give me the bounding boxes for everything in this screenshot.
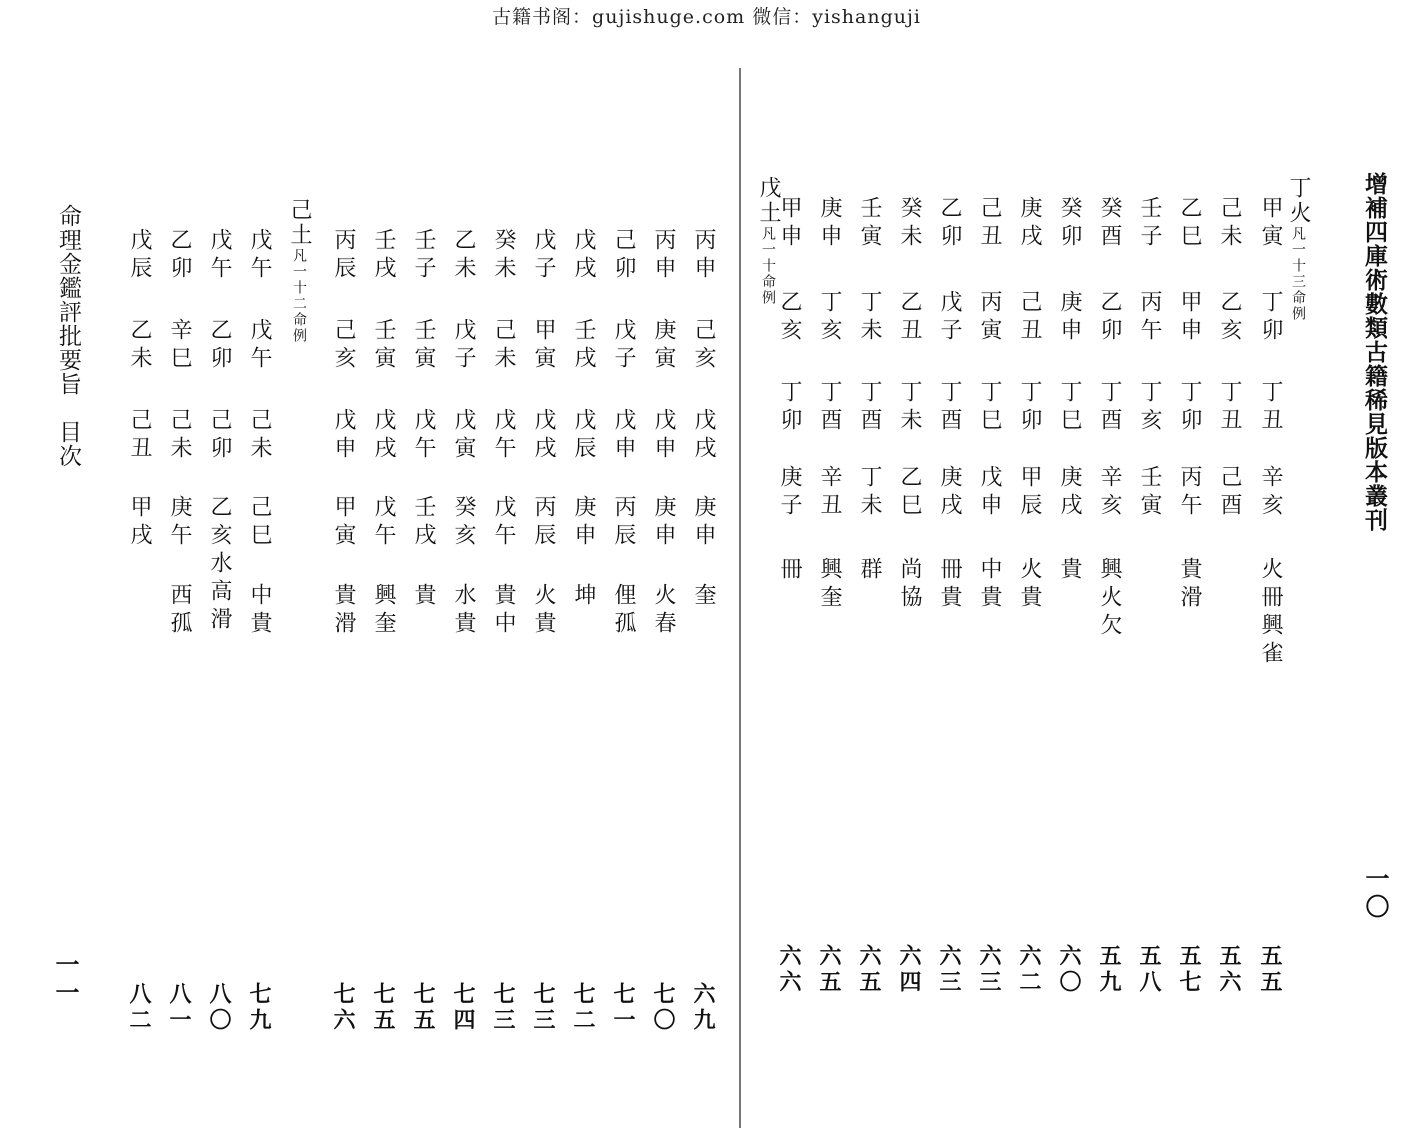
- remark: 尚協: [897, 557, 922, 613]
- day-pillar: 己未: [167, 408, 192, 464]
- month-pillar: 丁卯: [1258, 290, 1283, 346]
- page-reference: 七六: [330, 982, 356, 1034]
- day-pillar: 戊午: [491, 408, 516, 464]
- month-pillar: 甲申: [1177, 290, 1202, 346]
- day-pillar: 丁丑: [1258, 380, 1283, 436]
- page-reference: 六五: [816, 944, 842, 996]
- remark: 西孤: [167, 583, 192, 639]
- month-pillar: 丙寅: [977, 290, 1002, 346]
- running-header: 增補四庫術數類古籍稀見版本叢刊: [1361, 172, 1388, 532]
- section-count: 凡一十命例: [760, 226, 776, 306]
- month-pillar: 己未: [491, 318, 516, 374]
- remark: 俚孤: [611, 583, 636, 639]
- remark: 貴: [411, 583, 436, 611]
- page-reference: 七五: [370, 982, 396, 1034]
- year-pillar: 壬寅: [857, 196, 882, 252]
- month-pillar: 戊子: [451, 318, 476, 374]
- day-pillar: 丁巳: [1057, 380, 1082, 436]
- day-pillar: 戊申: [611, 408, 636, 464]
- day-pillar: 丁酉: [937, 380, 962, 436]
- page-reference: 八一: [166, 982, 192, 1034]
- remark: 坤: [571, 583, 596, 611]
- page-reference: 六〇: [1056, 944, 1082, 996]
- day-pillar: 戊寅: [451, 408, 476, 464]
- month-pillar: 壬寅: [411, 318, 436, 374]
- month-pillar: 壬寅: [371, 318, 396, 374]
- remark: 貴滑: [331, 583, 356, 639]
- month-pillar: 乙卯: [207, 318, 232, 374]
- hour-pillar: 戊午: [491, 495, 516, 551]
- page-reference: 六五: [856, 944, 882, 996]
- hour-pillar: 庚午: [167, 495, 192, 551]
- year-pillar: 庚戌: [1017, 196, 1042, 252]
- hour-pillar: 甲戌: [127, 495, 152, 551]
- month-pillar: 己亥: [331, 318, 356, 374]
- year-pillar: 壬子: [411, 228, 436, 284]
- remark: 中貴: [247, 583, 272, 639]
- year-pillar: 乙卯: [167, 228, 192, 284]
- year-pillar: 壬戌: [371, 228, 396, 284]
- hour-pillar: 甲辰: [1017, 465, 1042, 521]
- day-pillar: 戊戌: [371, 408, 396, 464]
- year-pillar: 戊戌: [571, 228, 596, 284]
- hour-pillar: 庚戌: [937, 465, 962, 521]
- month-pillar: 壬戌: [571, 318, 596, 374]
- day-pillar: 丁未: [897, 380, 922, 436]
- page-reference: 五七: [1176, 944, 1202, 996]
- hour-pillar: 庚戌: [1057, 465, 1082, 521]
- remark: 冊貴: [937, 557, 962, 613]
- month-pillar: 乙卯: [1097, 290, 1122, 346]
- hour-pillar: 癸亥: [451, 495, 476, 551]
- hour-pillar: 戊午: [371, 495, 396, 551]
- page-reference: 六三: [976, 944, 1002, 996]
- page-reference: 七一: [610, 982, 636, 1034]
- remark: 火春: [651, 583, 676, 639]
- remark: 水貴: [451, 583, 476, 639]
- section-title: 戊土: [756, 176, 781, 226]
- running-header: 命理金鑑評批要旨 目次: [55, 204, 81, 468]
- day-pillar: 丁卯: [777, 380, 802, 436]
- year-pillar: 丙辰: [331, 228, 356, 284]
- day-pillar: 己丑: [127, 408, 152, 464]
- hour-pillar: 乙巳: [897, 465, 922, 521]
- month-pillar: 丁亥: [817, 290, 842, 346]
- month-pillar: 戊子: [937, 290, 962, 346]
- month-pillar: 戊午: [247, 318, 272, 374]
- page-reference: 六四: [896, 944, 922, 996]
- hour-pillar: 壬寅: [1137, 465, 1162, 521]
- remark: 奎: [691, 583, 716, 611]
- year-pillar: 壬子: [1137, 196, 1162, 252]
- day-pillar: 丁酉: [857, 380, 882, 436]
- hour-pillar: 甲寅: [331, 495, 356, 551]
- section-count: 凡一十二命例: [291, 248, 307, 344]
- page-reference: 七〇: [650, 982, 676, 1034]
- day-pillar: 己未: [247, 408, 272, 464]
- hour-pillar: 乙亥水高滑: [207, 495, 232, 635]
- page-reference: 六二: [1016, 944, 1042, 996]
- remark: 興火欠: [1097, 557, 1122, 641]
- hour-pillar: 丙辰: [531, 495, 556, 551]
- page-reference: 七四: [450, 982, 476, 1034]
- remark: 火貴: [531, 583, 556, 639]
- year-pillar: 戊午: [247, 228, 272, 284]
- year-pillar: 戊子: [531, 228, 556, 284]
- year-pillar: 己丑: [977, 196, 1002, 252]
- hour-pillar: 辛亥: [1097, 465, 1122, 521]
- year-pillar: 癸酉: [1097, 196, 1122, 252]
- section-heading-fire: [1286, 176, 1310, 322]
- year-pillar: 乙未: [451, 228, 476, 284]
- hour-pillar: 戊申: [977, 465, 1002, 521]
- remark: 貴: [1057, 557, 1082, 585]
- month-pillar: 庚申: [1057, 290, 1082, 346]
- page-fold-divider: [739, 68, 741, 1128]
- hour-pillar: 辛丑: [817, 465, 842, 521]
- year-pillar: 丙申: [651, 228, 676, 284]
- remark: 興奎: [817, 557, 842, 613]
- page-reference: 六六: [776, 944, 802, 996]
- month-pillar: 甲寅: [531, 318, 556, 374]
- day-pillar: 戊辰: [571, 408, 596, 464]
- day-pillar: 戊戌: [531, 408, 556, 464]
- page-reference: 五五: [1257, 944, 1283, 996]
- hour-pillar: 辛亥: [1258, 465, 1283, 521]
- year-pillar: 乙卯: [937, 196, 962, 252]
- year-pillar: 甲申: [777, 196, 802, 252]
- section-title: 己土: [287, 198, 312, 248]
- year-pillar: 癸卯: [1057, 196, 1082, 252]
- page-reference: 七五: [410, 982, 436, 1034]
- hour-pillar: 己酉: [1217, 465, 1242, 521]
- watermark: 古籍书阁：gujishuge.com 微信：yishanguji: [492, 6, 921, 28]
- hour-pillar: 丙辰: [611, 495, 636, 551]
- year-pillar: 戊辰: [127, 228, 152, 284]
- remark: 興奎: [371, 583, 396, 639]
- month-pillar: 丙午: [1137, 290, 1162, 346]
- month-pillar: 己丑: [1017, 290, 1042, 346]
- hour-pillar: 庚申: [651, 495, 676, 551]
- month-pillar: 丁未: [857, 290, 882, 346]
- page-reference: 七九: [246, 982, 272, 1034]
- hour-pillar: 己巳: [247, 495, 272, 551]
- page-reference: 五八: [1136, 944, 1162, 996]
- year-pillar: 癸未: [897, 196, 922, 252]
- year-pillar: 丙申: [691, 228, 716, 284]
- year-pillar: 癸未: [491, 228, 516, 284]
- day-pillar: 戊申: [651, 408, 676, 464]
- month-pillar: 乙未: [127, 318, 152, 374]
- remark: 火貴: [1017, 557, 1042, 613]
- day-pillar: 戊午: [411, 408, 436, 464]
- page-reference: 七三: [530, 982, 556, 1034]
- month-pillar: 乙亥: [1217, 290, 1242, 346]
- page-reference: 八二: [126, 982, 152, 1034]
- day-pillar: 丁酉: [1097, 380, 1122, 436]
- year-pillar: 乙巳: [1177, 196, 1202, 252]
- section-heading-earth2: [287, 198, 311, 344]
- day-pillar: 丁卯: [1177, 380, 1202, 436]
- year-pillar: 己卯: [611, 228, 636, 284]
- year-pillar: 甲寅: [1258, 196, 1283, 252]
- day-pillar: 己卯: [207, 408, 232, 464]
- page-reference: 七二: [570, 982, 596, 1034]
- month-pillar: 乙亥: [777, 290, 802, 346]
- hour-pillar: 壬戌: [411, 495, 436, 551]
- day-pillar: 戊申: [331, 408, 356, 464]
- remark: 火冊興雀: [1258, 557, 1283, 669]
- day-pillar: 丁卯: [1017, 380, 1042, 436]
- month-pillar: 庚寅: [651, 318, 676, 374]
- page-reference: 八〇: [206, 982, 232, 1034]
- month-pillar: 乙丑: [897, 290, 922, 346]
- day-pillar: 丁巳: [977, 380, 1002, 436]
- year-pillar: 己未: [1217, 196, 1242, 252]
- hour-pillar: 丁未: [857, 465, 882, 521]
- day-pillar: 丁酉: [817, 380, 842, 436]
- page-reference: 六三: [936, 944, 962, 996]
- remark: 貴中: [491, 583, 516, 639]
- day-pillar: 戊戌: [691, 408, 716, 464]
- month-pillar: 戊子: [611, 318, 636, 374]
- folio-number: 一〇: [1361, 866, 1390, 922]
- hour-pillar: 庚申: [691, 495, 716, 551]
- remark: 群: [857, 557, 882, 585]
- page-reference: 五九: [1096, 944, 1122, 996]
- year-pillar: 戊午: [207, 228, 232, 284]
- month-pillar: 辛巳: [167, 318, 192, 374]
- month-pillar: 己亥: [691, 318, 716, 374]
- hour-pillar: 庚申: [571, 495, 596, 551]
- section-count: 凡一十三命例: [1290, 226, 1306, 322]
- remark: 中貴: [977, 557, 1002, 613]
- day-pillar: 丁丑: [1217, 380, 1242, 436]
- remark: 冊: [777, 557, 802, 585]
- remark: 貴滑: [1177, 557, 1202, 613]
- page-reference: 七三: [490, 982, 516, 1034]
- page-reference: 六九: [690, 982, 716, 1034]
- page-reference: 五六: [1216, 944, 1242, 996]
- day-pillar: 丁亥: [1137, 380, 1162, 436]
- hour-pillar: 丙午: [1177, 465, 1202, 521]
- hour-pillar: 庚子: [777, 465, 802, 521]
- folio-number: 一一: [51, 952, 80, 1008]
- year-pillar: 庚申: [817, 196, 842, 252]
- section-title: 丁火: [1286, 176, 1311, 226]
